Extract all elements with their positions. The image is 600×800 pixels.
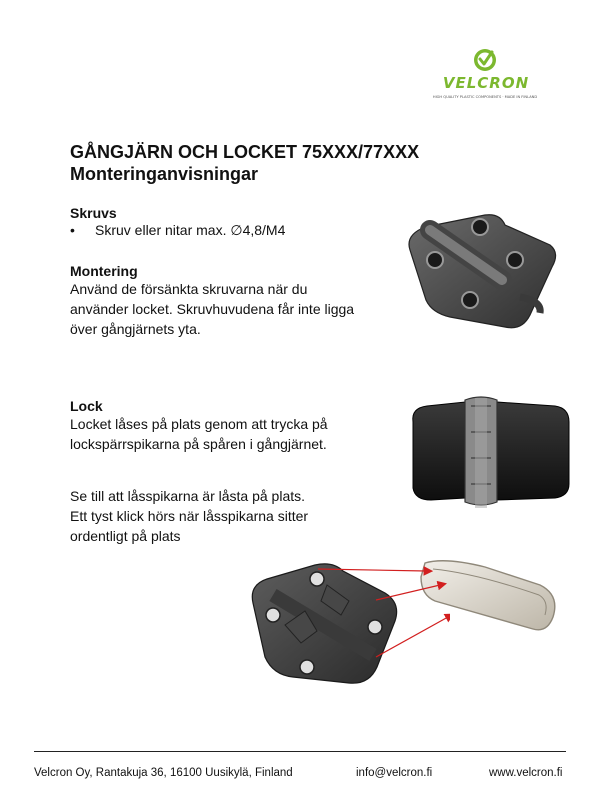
mounting-line: Använd de försänkta skruvarna när du <box>70 281 308 297</box>
document-title: GÅNGJÄRN OCH LOCKET 75XXX/77XXX <box>70 142 420 162</box>
footer-website[interactable]: www.velcron.fi <box>489 767 563 779</box>
arrow-line <box>376 617 448 657</box>
hinge-with-cover-icon <box>405 392 585 522</box>
lid-note-line: ordentligt på plats <box>70 528 181 544</box>
footer-email[interactable]: info@velcron.fi <box>356 767 433 779</box>
company-logo <box>430 44 540 106</box>
logo-tagline: HIGH QUALITY PLASTIC COMPONENTS · MADE IN FINLAND <box>432 95 538 99</box>
logo-wordmark: VELCRON <box>442 74 530 92</box>
lid-note-line: Ett tyst klick hörs när låsspikarna sitter <box>70 508 309 524</box>
mounting-heading: Montering <box>70 263 138 279</box>
arrow-line <box>318 569 426 571</box>
lid-line: lockspärrspikarna på spåren i gångjärnet. <box>70 436 327 452</box>
arrow-line <box>376 585 440 600</box>
footer-company: Velcron Oy, Rantakuja 36, 16100 Uusikylä, Finland <box>34 767 293 779</box>
mounting-text <box>70 279 354 339</box>
mounting-line: över gångjärnets yta. <box>70 321 201 337</box>
document-subtitle: Monteringanvisningar <box>70 164 259 184</box>
mounting-line: använder locket. Skruvhuvudena får inte ligga <box>70 301 355 317</box>
arrows-overlay <box>300 555 450 665</box>
hinge-icon <box>390 205 560 340</box>
lid-text <box>70 414 328 454</box>
lid-note <box>70 486 308 546</box>
screws-spec: Skruv eller nitar max. ∅4,8/M4 <box>95 222 286 238</box>
lid-line: Locket låses på plats genom att trycka på <box>70 416 328 432</box>
lid-note-line: Se till att låsspikarna är låsta på plats. <box>70 488 306 504</box>
footer-divider <box>34 751 566 752</box>
bullet-marker: • <box>70 222 75 238</box>
screws-heading: Skruvs <box>70 205 117 221</box>
lid-heading: Lock <box>70 398 103 414</box>
